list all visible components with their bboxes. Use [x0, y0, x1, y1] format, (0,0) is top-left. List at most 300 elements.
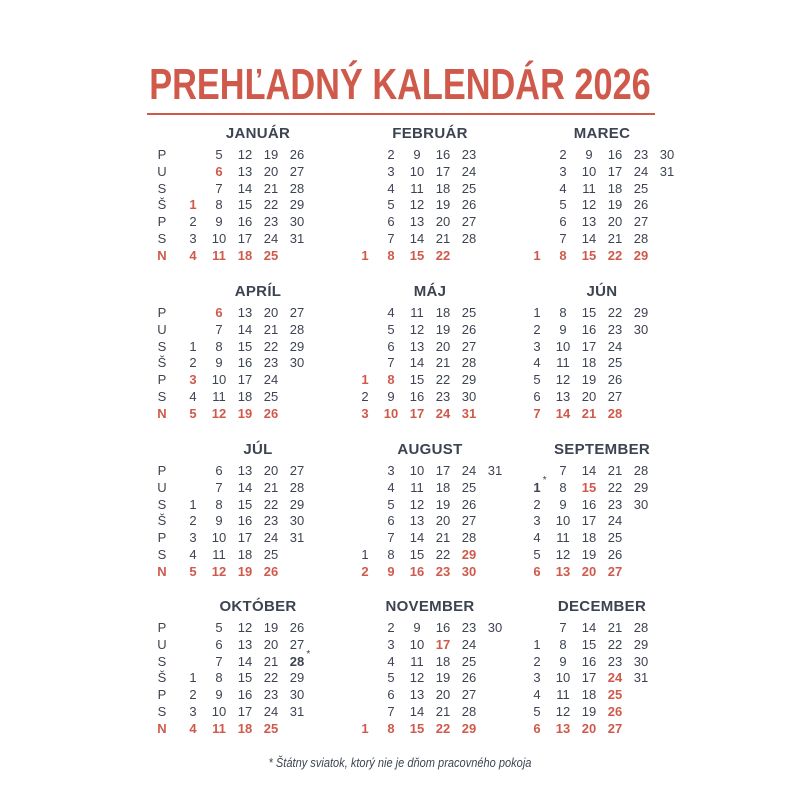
day-number: 18	[237, 547, 253, 562]
day-number: 3	[189, 231, 197, 246]
day-number: 21	[435, 704, 451, 719]
day-number: 18	[581, 355, 597, 371]
day-number: 8	[559, 305, 567, 320]
day-cell	[524, 406, 550, 421]
day-number: 10	[555, 513, 571, 529]
day-cell	[524, 670, 550, 685]
weekday-label: P	[157, 372, 167, 388]
day-number: 9	[413, 620, 421, 635]
day-cell	[180, 513, 206, 528]
day-cell	[576, 654, 602, 669]
day-number: 26	[461, 496, 477, 512]
day-cell	[206, 547, 232, 562]
day-number: 11	[582, 180, 596, 196]
day-number: 15	[409, 720, 425, 736]
day-cell	[284, 530, 310, 545]
day-number: 30	[659, 147, 675, 162]
day-cell	[378, 497, 404, 512]
day-cell	[206, 654, 232, 669]
day-number: 1	[361, 372, 369, 388]
day-cell	[404, 654, 430, 669]
day-number: 21	[435, 231, 451, 246]
day-cell	[232, 704, 258, 719]
day-cell	[576, 147, 602, 162]
day-number: 27	[289, 305, 305, 320]
day-cell	[258, 687, 284, 702]
day-number: 21	[263, 321, 279, 337]
month-block	[157, 441, 344, 591]
day-number: 17	[409, 405, 425, 421]
day-cell	[456, 547, 482, 562]
day-number: 20	[263, 305, 279, 320]
day-number: 6	[559, 214, 567, 230]
weekday-label: P	[157, 530, 167, 546]
day-number: 24	[263, 704, 279, 719]
day-cell	[628, 620, 654, 635]
weekday-label: P	[157, 620, 167, 635]
day-cell	[206, 564, 232, 579]
day-cell	[404, 564, 430, 579]
day-number: 8	[559, 247, 567, 263]
day-cell	[232, 530, 258, 545]
day-cell	[378, 197, 404, 212]
weekday-label: S	[157, 496, 167, 512]
day-cell	[550, 637, 576, 652]
day-number: 22	[263, 197, 279, 213]
day-number: 28	[289, 321, 305, 337]
day-number: 5	[387, 197, 395, 213]
day-number: 16	[237, 214, 253, 230]
day-cell	[430, 637, 456, 652]
day-cell	[628, 214, 654, 229]
day-cell	[378, 389, 404, 404]
day-number: 26	[607, 704, 623, 719]
day-number: 13	[237, 163, 253, 179]
day-number: 30	[461, 563, 477, 579]
day-number: 19	[435, 321, 451, 337]
day-number: 22	[435, 247, 451, 263]
day-cell	[576, 513, 602, 528]
day-number: 7	[387, 231, 395, 246]
day-number: 2	[559, 147, 567, 162]
day-cell	[576, 620, 602, 635]
day-number: 2	[387, 147, 395, 162]
day-number: 15	[237, 496, 253, 512]
day-cell	[576, 231, 602, 246]
day-number: 27	[461, 687, 477, 703]
day-cell	[602, 147, 628, 162]
day-cell	[576, 721, 602, 736]
day-number: 28	[461, 355, 477, 371]
weekday-label: N	[157, 563, 167, 579]
day-cell	[404, 637, 430, 652]
day-number: 25	[461, 653, 477, 669]
day-cell	[206, 164, 232, 179]
day-cell	[404, 547, 430, 562]
day-cell	[378, 231, 404, 246]
day-number: 10	[409, 463, 425, 478]
day-number: 10	[581, 163, 597, 179]
day-number: 29	[289, 670, 305, 686]
day-number: 21	[435, 530, 451, 546]
day-number: 12	[555, 547, 571, 562]
day-number: 8	[387, 247, 395, 263]
day-cell	[550, 530, 576, 545]
day-cell	[602, 497, 628, 512]
day-number: 9	[387, 563, 395, 579]
day-cell	[378, 339, 404, 354]
day-number: 3	[189, 372, 197, 388]
day-cell	[602, 721, 628, 736]
day-cell	[206, 704, 232, 719]
day-cell	[550, 248, 576, 263]
day-cell	[576, 164, 602, 179]
day-cell	[284, 147, 310, 162]
day-cell	[482, 463, 508, 478]
day-number: 23	[607, 653, 623, 669]
day-cell	[258, 547, 284, 562]
day-cell	[550, 687, 576, 702]
day-number: 11	[212, 720, 226, 736]
day-number: 16	[435, 147, 451, 162]
day-number: 19	[237, 405, 253, 421]
day-number: 12	[211, 405, 227, 421]
day-number: 6	[533, 563, 541, 579]
day-number: 22	[607, 479, 623, 495]
day-cell	[284, 670, 310, 685]
day-number: 4	[189, 720, 197, 736]
day-number: 28	[289, 479, 305, 495]
day-cell	[284, 197, 310, 212]
day-cell	[602, 372, 628, 387]
day-number: 4	[189, 547, 197, 562]
day-number: 15	[237, 338, 253, 354]
day-cell	[430, 620, 456, 635]
day-number: 18	[237, 720, 253, 736]
day-number: 26	[289, 147, 305, 162]
day-number: 2	[189, 687, 197, 703]
day-number: 31	[659, 163, 675, 179]
day-cell	[232, 164, 258, 179]
day-number: 7	[215, 479, 223, 495]
day-cell	[180, 248, 206, 263]
day-number: 22	[607, 636, 623, 652]
day-number: 19	[263, 620, 279, 635]
day-cell	[576, 670, 602, 685]
day-number: 24	[607, 338, 623, 354]
day-number: 15	[409, 247, 425, 263]
day-cell	[352, 564, 378, 579]
day-cell	[378, 564, 404, 579]
day-number: 15	[581, 479, 597, 495]
day-cell	[232, 339, 258, 354]
day-cell	[430, 406, 456, 421]
month-name: AUGUST	[397, 441, 463, 458]
day-number: 8	[215, 670, 223, 686]
day-cell	[456, 721, 482, 736]
day-cell	[378, 513, 404, 528]
page-title: PREHĽADNÝ KALENDÁR 2026	[149, 60, 651, 109]
day-cell	[456, 406, 482, 421]
day-cell	[524, 355, 550, 370]
day-cell	[232, 463, 258, 478]
day-number: 10	[383, 405, 399, 421]
day-cell	[378, 372, 404, 387]
day-number: 29	[461, 372, 477, 388]
month-name: FEBRUÁR	[392, 125, 468, 142]
day-number: 5	[215, 620, 223, 635]
day-cell	[258, 339, 284, 354]
day-number: 25	[607, 355, 623, 371]
day-number: 28	[633, 620, 649, 635]
day-cell	[404, 463, 430, 478]
day-number: 1	[189, 197, 197, 213]
day-cell	[258, 147, 284, 162]
weekday-label: S	[157, 338, 167, 354]
day-number: 14	[409, 231, 425, 246]
day-number: 21	[435, 355, 451, 371]
day-number: 5	[387, 321, 395, 337]
day-number: 1	[361, 247, 369, 263]
day-cell	[206, 637, 232, 652]
day-number: 23	[607, 496, 623, 512]
day-number: 8	[387, 547, 395, 562]
day-cell	[576, 197, 602, 212]
day-cell	[524, 530, 550, 545]
day-cell	[258, 214, 284, 229]
day-number: 9	[413, 147, 421, 162]
day-cell	[430, 497, 456, 512]
day-cell	[524, 248, 550, 263]
day-cell	[524, 721, 550, 736]
day-number: 15	[409, 372, 425, 388]
day-cell	[628, 637, 654, 652]
day-number: 26	[263, 563, 279, 579]
day-cell	[628, 147, 654, 162]
day-cell	[378, 181, 404, 196]
day-number: 13	[409, 338, 425, 354]
day-cell	[404, 322, 430, 337]
day-number: 8	[559, 636, 567, 652]
day-cell	[258, 164, 284, 179]
month-block	[344, 125, 516, 275]
day-cell	[576, 355, 602, 370]
month-name: NOVEMBER	[385, 598, 475, 615]
day-cell	[404, 620, 430, 635]
weekday-label: Š	[157, 355, 167, 371]
day-number: 7	[215, 653, 223, 669]
day-cell	[456, 181, 482, 196]
day-number: 11	[410, 653, 424, 669]
month-block	[157, 283, 344, 433]
day-cell	[628, 322, 654, 337]
day-cell	[232, 547, 258, 562]
day-number: 18	[581, 530, 597, 546]
day-number: 11	[556, 530, 570, 546]
day-number: 10	[409, 163, 425, 179]
day-cell	[456, 355, 482, 370]
day-cell	[456, 389, 482, 404]
day-cell	[258, 406, 284, 421]
day-number: 13	[409, 513, 425, 529]
day-cell	[550, 355, 576, 370]
day-number: 3	[361, 405, 369, 421]
day-number: 21	[607, 463, 623, 478]
day-cell	[404, 480, 430, 495]
day-cell	[550, 214, 576, 229]
day-cell	[232, 654, 258, 669]
day-number: 2	[361, 563, 369, 579]
day-number: 3	[533, 670, 541, 686]
day-number: 6	[387, 338, 395, 354]
day-cell	[456, 480, 482, 495]
day-number: 31	[461, 405, 477, 421]
day-cell	[378, 687, 404, 702]
day-cell	[404, 372, 430, 387]
day-cell	[404, 687, 430, 702]
day-cell	[456, 637, 482, 652]
day-cell	[258, 513, 284, 528]
day-number: 19	[435, 496, 451, 512]
day-cell	[576, 564, 602, 579]
weekday-label: S	[157, 547, 167, 562]
day-number: 16	[237, 355, 253, 371]
day-number: 16	[581, 321, 597, 337]
day-number: 7	[387, 530, 395, 546]
day-cell	[258, 463, 284, 478]
day-cell	[404, 181, 430, 196]
day-number: 28	[633, 463, 649, 478]
day-number: 12	[555, 704, 571, 719]
day-cell	[404, 214, 430, 229]
day-number: 20	[581, 389, 597, 404]
day-cell	[430, 564, 456, 579]
day-number: 16	[237, 513, 253, 529]
day-number: 27	[289, 163, 305, 179]
day-cell	[430, 704, 456, 719]
day-cell	[180, 197, 206, 212]
day-cell	[352, 406, 378, 421]
weekday-label: P	[157, 305, 167, 320]
month-block	[344, 441, 516, 591]
month-name: JÚL	[243, 441, 273, 458]
day-number: 27	[607, 389, 623, 404]
day-cell	[206, 197, 232, 212]
day-cell	[180, 389, 206, 404]
day-number: 18	[435, 180, 451, 196]
day-cell	[180, 355, 206, 370]
day-number: 14	[409, 355, 425, 371]
day-cell	[456, 197, 482, 212]
day-number: 27	[289, 636, 305, 652]
day-number: 12	[237, 620, 253, 635]
day-number: 24	[607, 670, 623, 686]
day-number: 6	[533, 720, 541, 736]
day-cell	[550, 389, 576, 404]
day-number: 24	[263, 231, 279, 246]
day-number: 3	[387, 636, 395, 652]
month-block	[344, 598, 516, 748]
day-number: 7	[559, 620, 567, 635]
day-cell	[180, 670, 206, 685]
day-cell	[404, 231, 430, 246]
day-cell	[206, 305, 232, 320]
month-block	[157, 598, 344, 748]
day-cell	[206, 231, 232, 246]
day-cell	[206, 372, 232, 387]
weekday-label: P	[157, 147, 167, 162]
day-cell	[628, 181, 654, 196]
day-number: 14	[237, 479, 253, 495]
day-cell	[180, 497, 206, 512]
day-number: 9	[215, 214, 223, 230]
day-cell	[602, 197, 628, 212]
day-cell	[576, 214, 602, 229]
day-cell	[430, 231, 456, 246]
day-cell	[232, 687, 258, 702]
day-number: 6	[387, 214, 395, 230]
day-number: 18	[237, 389, 253, 404]
day-number: 28 *	[289, 648, 311, 669]
day-number: 17	[237, 704, 253, 719]
day-cell	[352, 547, 378, 562]
day-cell	[352, 248, 378, 263]
day-number: 9	[559, 496, 567, 512]
day-number: 6	[215, 305, 223, 320]
day-number: 17	[581, 670, 597, 686]
footnote: * Štátny sviatok, ktorý nie je dňom pracovného pokoja	[268, 755, 532, 770]
holiday-asterisk: *	[542, 474, 547, 486]
day-number: 13	[409, 687, 425, 703]
day-number: 13	[555, 720, 571, 736]
day-cell	[602, 670, 628, 685]
day-number: 1	[533, 247, 541, 263]
day-number: 2	[533, 321, 541, 337]
day-cell	[404, 721, 430, 736]
day-number: 28	[633, 231, 649, 246]
day-cell	[258, 620, 284, 635]
day-number: 23	[435, 563, 451, 579]
day-cell	[576, 305, 602, 320]
day-number: 19	[435, 670, 451, 686]
day-number: 8	[559, 479, 567, 495]
day-number: 18	[435, 653, 451, 669]
day-cell	[284, 480, 310, 495]
day-cell	[378, 654, 404, 669]
day-number: 12	[211, 563, 227, 579]
day-number: 4	[533, 687, 541, 703]
day-cell	[430, 721, 456, 736]
day-number: 5	[533, 372, 541, 388]
day-number: 7	[215, 180, 223, 196]
day-cell	[430, 654, 456, 669]
day-number: 5	[533, 547, 541, 562]
day-number: 16	[409, 389, 425, 404]
day-number: 13	[237, 636, 253, 652]
day-number: 25	[263, 720, 279, 736]
day-number: 3	[387, 163, 395, 179]
day-number: 22	[607, 305, 623, 320]
day-cell	[404, 704, 430, 719]
day-number: 22	[263, 338, 279, 354]
day-cell	[232, 231, 258, 246]
day-cell	[524, 305, 550, 320]
day-number: 23	[461, 620, 477, 635]
day-cell	[378, 637, 404, 652]
day-cell	[206, 463, 232, 478]
day-number: 14	[581, 231, 597, 246]
day-number: 17	[237, 231, 253, 246]
